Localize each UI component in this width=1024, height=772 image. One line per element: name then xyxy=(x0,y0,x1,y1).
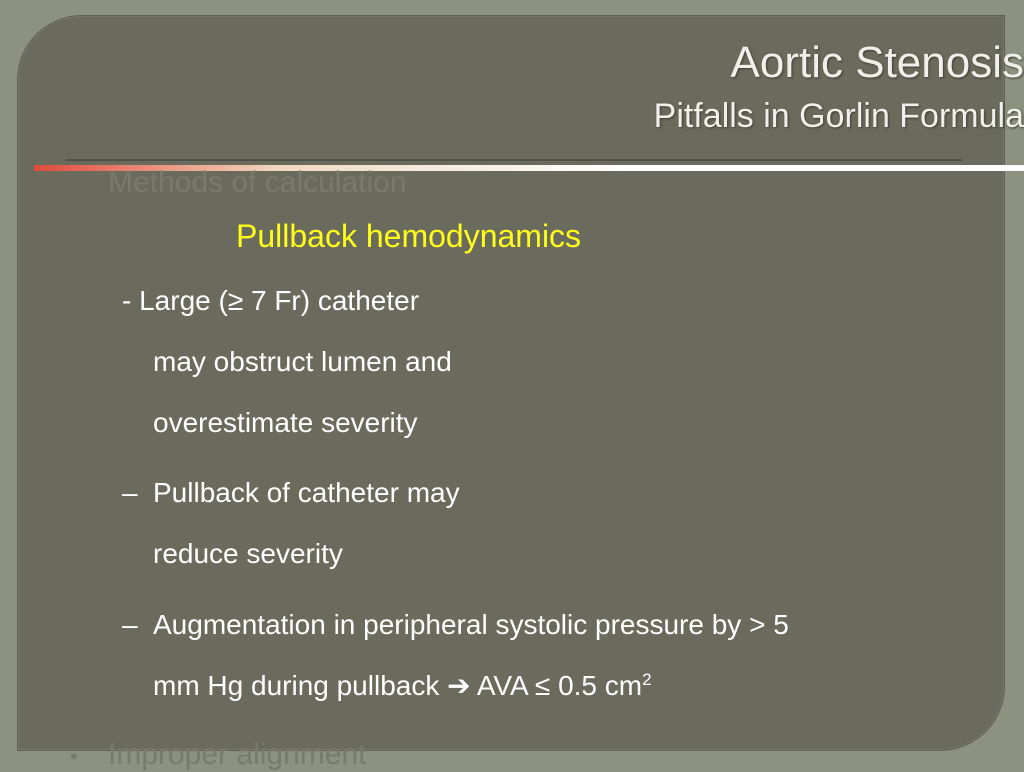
right-arrow-icon: ➔ xyxy=(447,670,471,701)
item1-line1: - Large (≥ 7 Fr) catheter xyxy=(122,285,420,316)
item2-line1: Pullback of catheter may xyxy=(153,477,460,508)
item3-line1: Augmentation in peripheral systolic pressure by > 5 xyxy=(153,609,789,640)
item3-line2-mid: AVA ≤ 0.5 cm xyxy=(470,670,643,701)
section-heading: Pullback hemodynamics xyxy=(236,218,582,254)
slide-subtitle: Pitfalls in Gorlin Formula xyxy=(653,97,1024,135)
item2-line2: reduce severity xyxy=(153,538,343,569)
squared-superscript: 2 xyxy=(642,670,652,689)
item3-dash: – xyxy=(122,609,138,640)
faded-text-bottom: Improper alignment xyxy=(108,738,367,771)
title-divider-shadow xyxy=(66,159,962,161)
item3-line2 xyxy=(153,669,652,703)
slide-title: Aortic Stenosis xyxy=(730,38,1024,87)
item2-dash: – xyxy=(122,477,138,508)
faded-text-top xyxy=(108,168,407,176)
bullet-icon: • xyxy=(70,744,78,769)
item3-line2-prefix: mm Hg during pullback xyxy=(153,670,448,701)
item1-line2: may obstruct lumen and xyxy=(153,346,452,377)
item1-line3: overestimate severity xyxy=(153,407,418,438)
